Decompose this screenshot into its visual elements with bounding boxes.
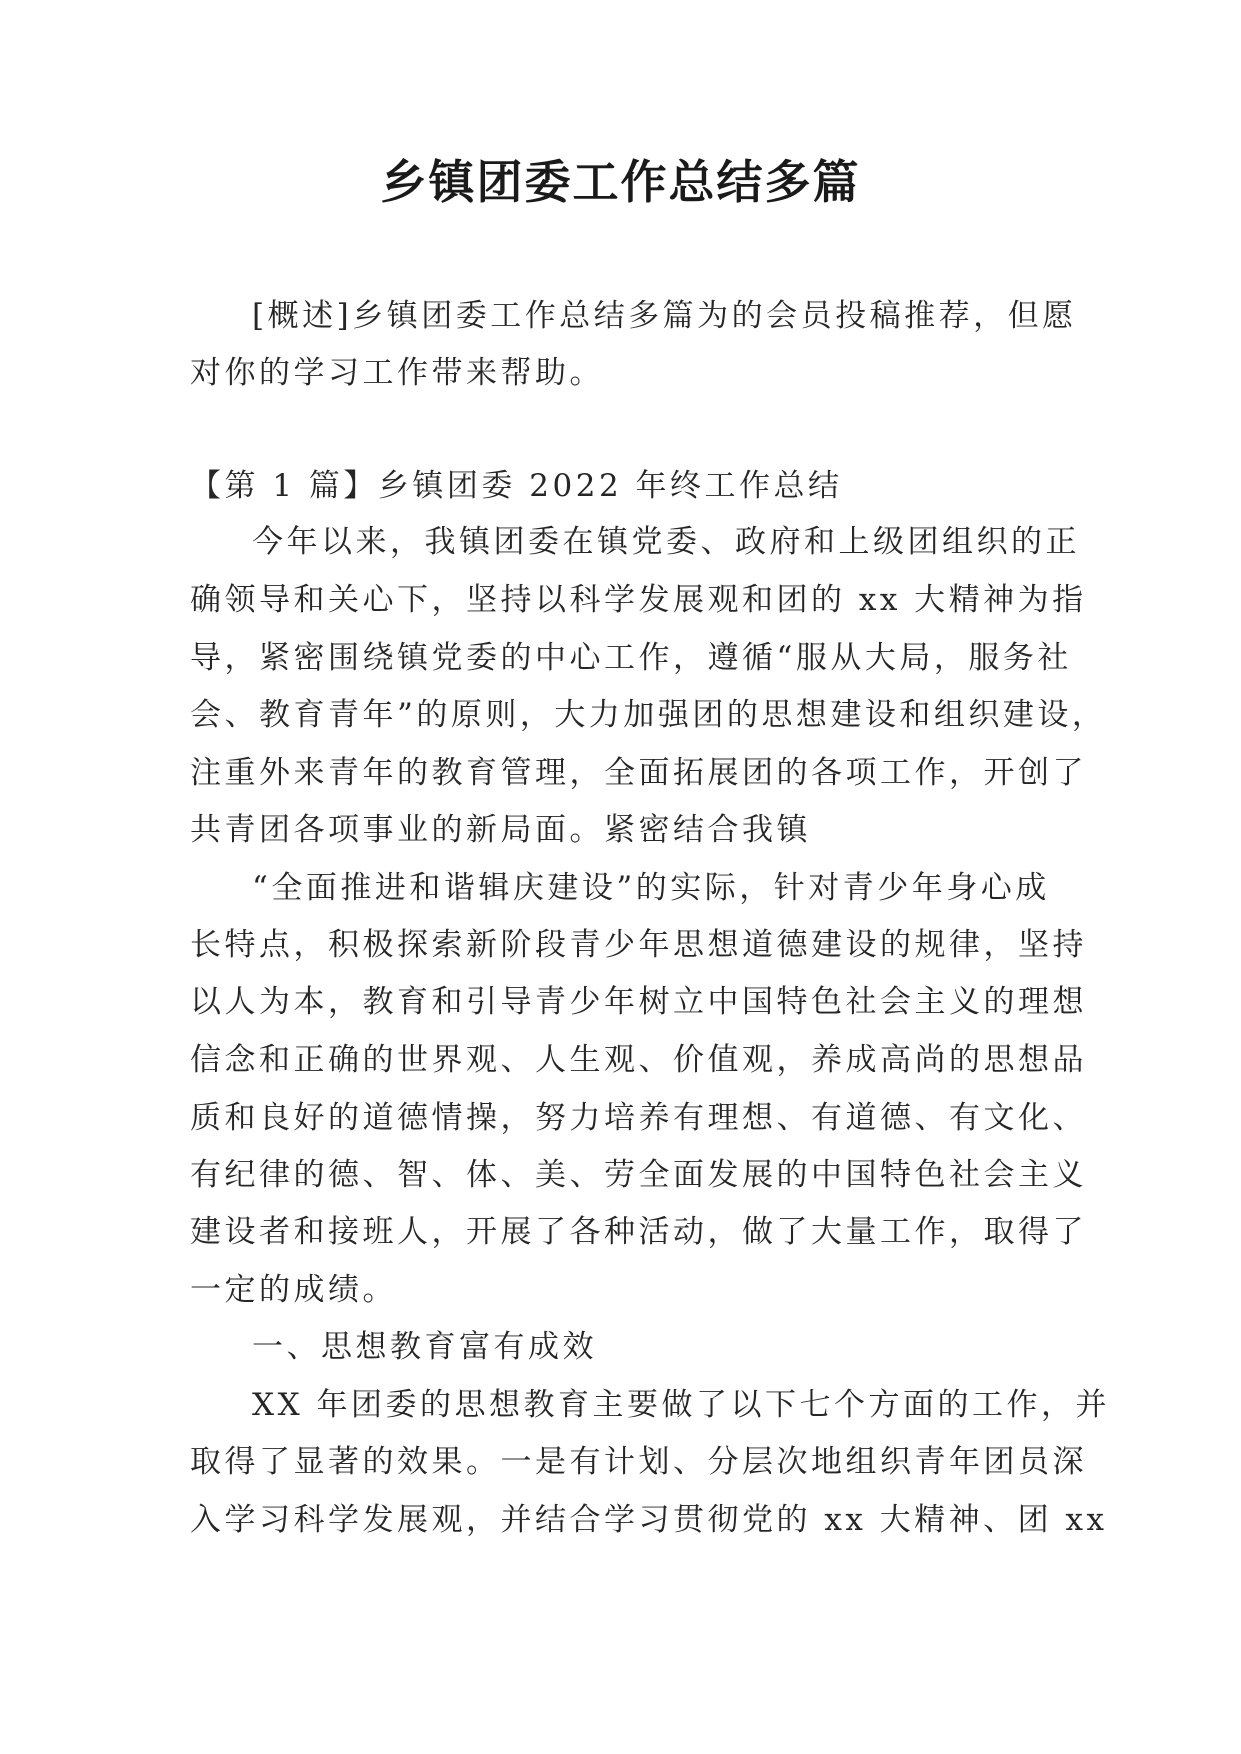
- paragraph-line: 会、教育青年”的原则，大力加强团的思想建设和组织建设，: [190, 697, 1107, 733]
- paragraph-line: 一定的成绩。: [190, 1272, 397, 1308]
- paragraph-line: 入学习科学发展观，并结合学习贯彻党的 xx 大精神、团 xx: [190, 1502, 1108, 1538]
- paragraph-line: “全面推进和谐辑庆建设”的实际，针对青少年身心成: [252, 870, 1050, 906]
- summary-line-2: 对你的学习工作带来帮助。: [190, 355, 604, 391]
- document-title: 乡镇团委工作总结多篇: [380, 155, 861, 209]
- paragraph-line: 确领导和关心下，坚持以科学发展观和团的 xx 大精神为指: [190, 582, 1087, 618]
- paragraph-line: 取得了显著的效果。一是有计划、分层次地组织青年团员深: [190, 1444, 1087, 1480]
- paragraph-line: 以人为本，教育和引导青少年树立中国特色社会主义的理想: [190, 984, 1087, 1020]
- paragraph-line: XX 年团委的思想教育主要做了以下七个方面的工作，并: [252, 1387, 1110, 1423]
- paragraph-line: 长特点，积极探索新阶段青少年思想道德建设的规律，坚持: [190, 927, 1087, 963]
- paragraph-line: 今年以来，我镇团委在镇党委、政府和上级团组织的正: [252, 524, 1080, 560]
- paragraph-line: 共青团各项事业的新局面。紧密结合我镇: [190, 812, 811, 848]
- paragraph-line: 建设者和接班人，开展了各种活动，做了大量工作，取得了: [190, 1214, 1087, 1250]
- summary-line-1: [概述]乡镇团委工作总结多篇为的会员投稿推荐，但愿: [252, 298, 1077, 334]
- paragraph-line: 信念和正确的世界观、人生观、价值观，养成高尚的思想品: [190, 1042, 1087, 1078]
- subsection-heading: 一、思想教育富有成效: [252, 1329, 597, 1365]
- paragraph-line: 注重外来青年的教育管理，全面拓展团的各项工作，开创了: [190, 755, 1087, 791]
- paragraph-line: 导，紧密围绕镇党委的中心工作，遵循“服从大局，服务社: [190, 640, 1072, 676]
- paragraph-line: 有纪律的德、智、体、美、劳全面发展的中国特色社会主义: [190, 1157, 1087, 1193]
- section-heading: 【第 1 篇】乡镇团委 2022 年终工作总结: [190, 468, 843, 504]
- paragraph-line: 质和良好的道德情操，努力培养有理想、有道德、有文化、: [190, 1100, 1087, 1136]
